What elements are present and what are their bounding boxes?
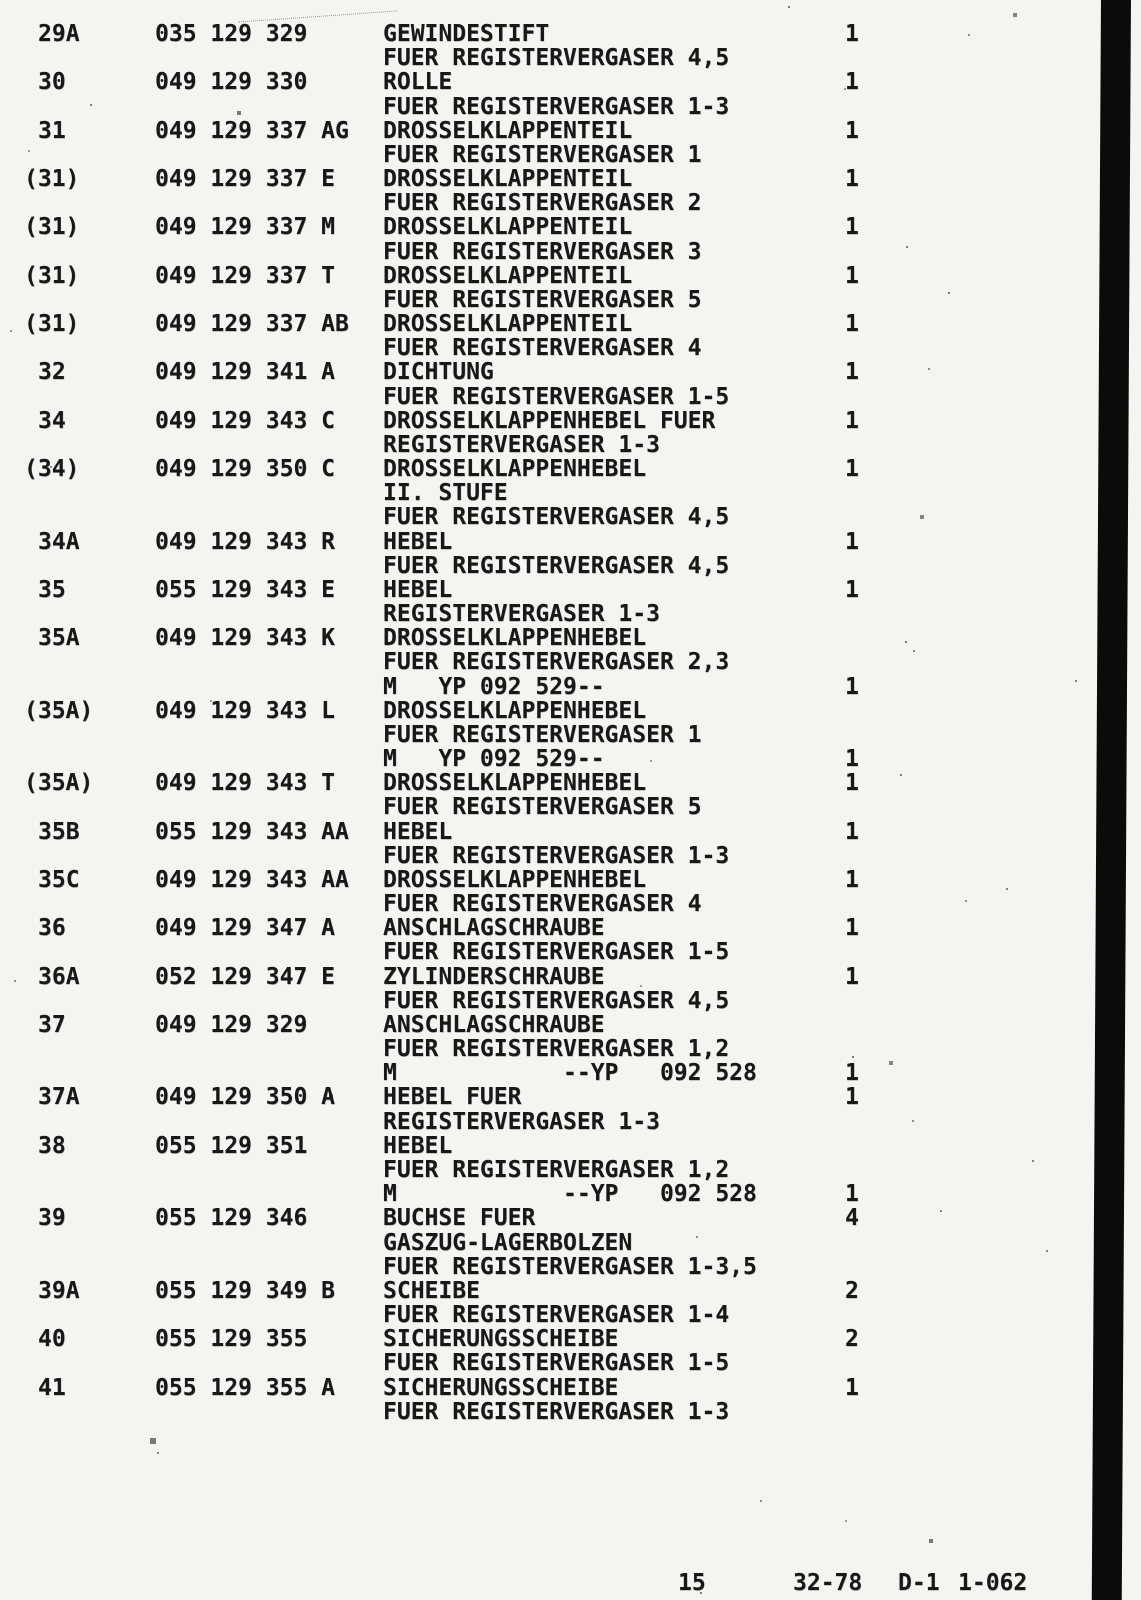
table-row-continuation	[0, 1037, 1141, 1062]
quantity: 1	[845, 456, 859, 483]
table-row	[0, 264, 1141, 289]
part-description: REGISTERVERGASER 1-3	[383, 431, 660, 458]
part-description: FUER REGISTERVERGASER 1-3,5	[383, 1253, 757, 1280]
table-row	[0, 771, 1141, 796]
part-description: FUER REGISTERVERGASER 2	[383, 190, 702, 217]
part-description: M YP 092 529--	[383, 746, 605, 773]
part-number: 049 129 343 AA	[155, 866, 349, 893]
part-description: FUER REGISTERVERGASER 3	[383, 238, 702, 265]
item-number: (31)	[24, 166, 80, 193]
part-description: DROSSELKLAPPENTEIL	[383, 166, 633, 193]
table-row-continuation	[0, 1255, 1141, 1280]
quantity: 1	[845, 528, 859, 555]
part-description: ANSCHLAGSCHRAUBE	[383, 915, 605, 942]
quantity: 1	[845, 21, 859, 47]
part-description: SICHERUNGSSCHEIBE	[383, 1374, 619, 1401]
table-row	[0, 699, 1141, 724]
part-description: HEBEL	[383, 1132, 453, 1159]
footer-code-1: 32-78	[793, 1570, 863, 1596]
part-description: DICHTUNG	[383, 359, 494, 386]
part-description: DROSSELKLAPPENHEBEL	[383, 866, 647, 893]
part-description: GASZUG-LAGERBOLZEN	[383, 1229, 633, 1256]
table-row	[0, 1327, 1141, 1352]
table-row-continuation	[0, 1110, 1141, 1135]
part-description: REGISTERVERGASER 1-3	[383, 1108, 660, 1135]
table-row	[0, 70, 1141, 95]
footer-code-3: 1-062	[958, 1570, 1028, 1596]
part-description: FUER REGISTERVERGASER 5	[383, 286, 702, 313]
part-description: DROSSELKLAPPENHEBEL	[383, 697, 647, 724]
table-row	[0, 312, 1141, 337]
table-row	[0, 360, 1141, 385]
part-description: FUER REGISTERVERGASER 1	[383, 721, 702, 748]
table-row	[0, 916, 1141, 941]
quantity: 1	[845, 915, 859, 942]
quantity: 1	[845, 262, 859, 289]
footer	[0, 1571, 1141, 1597]
table-row	[0, 530, 1141, 555]
part-description: II. STUFE	[383, 480, 508, 507]
table-row	[0, 22, 1141, 47]
table-row	[0, 119, 1141, 144]
part-number: 049 129 330	[155, 69, 308, 96]
part-number: 049 129 337 M	[155, 214, 336, 241]
part-description: FUER REGISTERVERGASER 2,3	[383, 649, 730, 676]
table-row-continuation	[0, 940, 1141, 965]
item-number: 36A	[38, 963, 80, 990]
quantity: 1	[845, 818, 859, 845]
table-row-continuation	[0, 1182, 1141, 1207]
part-description: DROSSELKLAPPENHEBEL	[383, 456, 647, 483]
table-row	[0, 820, 1141, 845]
quantity: 1	[845, 963, 859, 990]
quantity: 1	[845, 359, 859, 386]
item-number: 35B	[38, 818, 80, 845]
quantity: 1	[845, 214, 859, 241]
table-row-continuation	[0, 795, 1141, 820]
part-description: M YP 092 529--	[383, 673, 605, 700]
part-number: 052 129 347 E	[155, 963, 336, 990]
item-number: 37	[38, 1011, 66, 1038]
table-row-continuation	[0, 1303, 1141, 1328]
part-description: FUER REGISTERVERGASER 4,5	[383, 504, 730, 531]
part-description: FUER REGISTERVERGASER 1-4	[383, 1302, 730, 1328]
table-row-continuation	[0, 385, 1141, 410]
table-row-continuation	[0, 747, 1141, 772]
item-number: 32	[38, 359, 66, 386]
part-description: FUER REGISTERVERGASER 4,5	[383, 45, 730, 72]
footer-code-2: D-1	[898, 1570, 940, 1596]
table-row-continuation	[0, 191, 1141, 216]
quantity: 2	[845, 1277, 859, 1304]
part-description: ROLLE	[383, 69, 453, 96]
part-description: HEBEL	[383, 818, 453, 845]
table-row-continuation	[0, 554, 1141, 579]
quantity: 1	[845, 117, 859, 144]
table-row-continuation	[0, 1351, 1141, 1376]
quantity: 1	[845, 770, 859, 797]
part-number: 049 129 343 K	[155, 625, 336, 652]
quantity: 2	[845, 1326, 859, 1353]
part-number: 049 129 337 AB	[155, 311, 349, 338]
table-row	[0, 965, 1141, 990]
table-row-continuation	[0, 95, 1141, 120]
table-row	[0, 167, 1141, 192]
table-row-continuation	[0, 650, 1141, 675]
part-description: HEBEL	[383, 528, 453, 555]
quantity: 1	[845, 407, 859, 434]
table-row-continuation	[0, 481, 1141, 506]
quantity: 1	[845, 166, 859, 193]
item-number: 39A	[38, 1277, 80, 1304]
item-number: 34	[38, 407, 66, 434]
table-row-continuation	[0, 844, 1141, 869]
part-description: BUCHSE FUER	[383, 1205, 536, 1232]
part-number: 049 129 350 A	[155, 1084, 336, 1111]
table-row-continuation	[0, 1061, 1141, 1086]
table-row-continuation	[0, 46, 1141, 71]
part-number: 049 129 343 R	[155, 528, 336, 555]
part-description: FUER REGISTERVERGASER 1-5	[383, 1350, 730, 1377]
part-description: FUER REGISTERVERGASER 1,2	[383, 1036, 730, 1063]
part-description: FUER REGISTERVERGASER 1-3	[383, 93, 730, 120]
part-description: HEBEL	[383, 576, 453, 603]
item-number: (31)	[24, 262, 80, 289]
part-description: SICHERUNGSSCHEIBE	[383, 1326, 619, 1353]
part-number: 055 129 349 B	[155, 1277, 336, 1304]
part-description: M --YP 092 528	[383, 1060, 757, 1087]
part-description: ZYLINDERSCHRAUBE	[383, 963, 605, 990]
table-row	[0, 457, 1141, 482]
part-description: DROSSELKLAPPENTEIL	[383, 311, 633, 338]
quantity: 1	[845, 311, 859, 338]
part-number: 049 129 329	[155, 1011, 308, 1038]
part-description: FUER REGISTERVERGASER 1	[383, 141, 702, 168]
quantity: 1	[845, 673, 859, 700]
item-number: 35	[38, 576, 66, 603]
quantity: 4	[845, 1205, 859, 1232]
table-row	[0, 1085, 1141, 1110]
table-row	[0, 1376, 1141, 1401]
table-row-continuation	[0, 288, 1141, 313]
part-number: 049 129 337 T	[155, 262, 336, 289]
part-description: FUER REGISTERVERGASER 1-3	[383, 1398, 730, 1425]
table-row	[0, 1013, 1141, 1038]
part-number: 055 129 346	[155, 1205, 308, 1232]
quantity: 1	[845, 1060, 859, 1087]
item-number: 29A	[38, 21, 80, 47]
part-number: 049 129 350 C	[155, 456, 336, 483]
part-description: DROSSELKLAPPENHEBEL	[383, 625, 647, 652]
table-row-continuation	[0, 336, 1141, 361]
table-row-continuation	[0, 723, 1141, 748]
table-row	[0, 409, 1141, 434]
part-description: FUER REGISTERVERGASER 4	[383, 335, 702, 362]
table-row	[0, 626, 1141, 651]
part-description: FUER REGISTERVERGASER 4,5	[383, 987, 730, 1014]
item-number: (34)	[24, 456, 80, 483]
item-number: 31	[38, 117, 66, 144]
item-number: 41	[38, 1374, 66, 1401]
part-description: DROSSELKLAPPENHEBEL	[383, 770, 647, 797]
footer-page-number: 15	[678, 1570, 706, 1596]
quantity: 1	[845, 69, 859, 96]
part-description: DROSSELKLAPPENTEIL	[383, 117, 633, 144]
item-number: 39	[38, 1205, 66, 1232]
item-number: (31)	[24, 214, 80, 241]
part-description: ANSCHLAGSCHRAUBE	[383, 1011, 605, 1038]
part-number: 049 129 337 AG	[155, 117, 349, 144]
part-description: SCHEIBE	[383, 1277, 480, 1304]
part-description: DROSSELKLAPPENTEIL	[383, 262, 633, 289]
part-description: DROSSELKLAPPENHEBEL FUER	[383, 407, 716, 434]
quantity: 1	[845, 576, 859, 603]
quantity: 1	[845, 1374, 859, 1401]
part-number: 055 129 355	[155, 1326, 308, 1353]
part-description: FUER REGISTERVERGASER 4	[383, 891, 702, 918]
part-number: 055 129 355 A	[155, 1374, 336, 1401]
quantity: 1	[845, 746, 859, 773]
part-number: 055 129 343 AA	[155, 818, 349, 845]
item-number: 30	[38, 69, 66, 96]
part-description: M --YP 092 528	[383, 1181, 757, 1208]
part-number: 055 129 351	[155, 1132, 308, 1159]
part-number: 035 129 329	[155, 21, 308, 47]
table-row-continuation	[0, 240, 1141, 265]
item-number: 34A	[38, 528, 80, 555]
table-row	[0, 578, 1141, 603]
table-row-continuation	[0, 143, 1141, 168]
item-number: 36	[38, 915, 66, 942]
quantity: 1	[845, 866, 859, 893]
table-row	[0, 215, 1141, 240]
part-description: REGISTERVERGASER 1-3	[383, 601, 660, 628]
part-description: HEBEL FUER	[383, 1084, 522, 1111]
table-row-continuation	[0, 602, 1141, 627]
part-number: 055 129 343 E	[155, 576, 336, 603]
item-number: 40	[38, 1326, 66, 1353]
item-number: (31)	[24, 311, 80, 338]
part-number: 049 129 343 L	[155, 697, 336, 724]
table-row	[0, 868, 1141, 893]
table-row-continuation	[0, 1158, 1141, 1183]
item-number: (35A)	[24, 770, 94, 797]
table-row-continuation	[0, 675, 1141, 700]
part-number: 049 129 343 T	[155, 770, 336, 797]
part-number: 049 129 347 A	[155, 915, 336, 942]
table-row-continuation	[0, 892, 1141, 917]
item-number: 35C	[38, 866, 80, 893]
item-number: 35A	[38, 625, 80, 652]
table-row	[0, 1279, 1141, 1304]
table-row-continuation	[0, 989, 1141, 1014]
part-description: FUER REGISTERVERGASER 1-5	[383, 939, 730, 966]
part-description: GEWINDESTIFT	[383, 21, 550, 47]
scan-speckles	[0, 0, 2, 2]
table-row-continuation	[0, 433, 1141, 458]
part-description: DROSSELKLAPPENTEIL	[383, 214, 633, 241]
item-number: 38	[38, 1132, 66, 1159]
table-row	[0, 1134, 1141, 1159]
quantity: 1	[845, 1084, 859, 1111]
part-description: FUER REGISTERVERGASER 4,5	[383, 552, 730, 579]
table-row-continuation	[0, 505, 1141, 530]
item-number: 37A	[38, 1084, 80, 1111]
part-number: 049 129 343 C	[155, 407, 336, 434]
part-description: FUER REGISTERVERGASER 5	[383, 794, 702, 821]
part-number: 049 129 341 A	[155, 359, 336, 386]
part-description: FUER REGISTERVERGASER 1-3	[383, 842, 730, 869]
table-row-continuation	[0, 1400, 1141, 1425]
table-row	[0, 1206, 1141, 1231]
part-description: FUER REGISTERVERGASER 1-5	[383, 383, 730, 410]
part-description: FUER REGISTERVERGASER 1,2	[383, 1156, 730, 1183]
quantity: 1	[845, 1181, 859, 1208]
part-number: 049 129 337 E	[155, 166, 336, 193]
table-row-continuation	[0, 1231, 1141, 1256]
item-number: (35A)	[24, 697, 94, 724]
